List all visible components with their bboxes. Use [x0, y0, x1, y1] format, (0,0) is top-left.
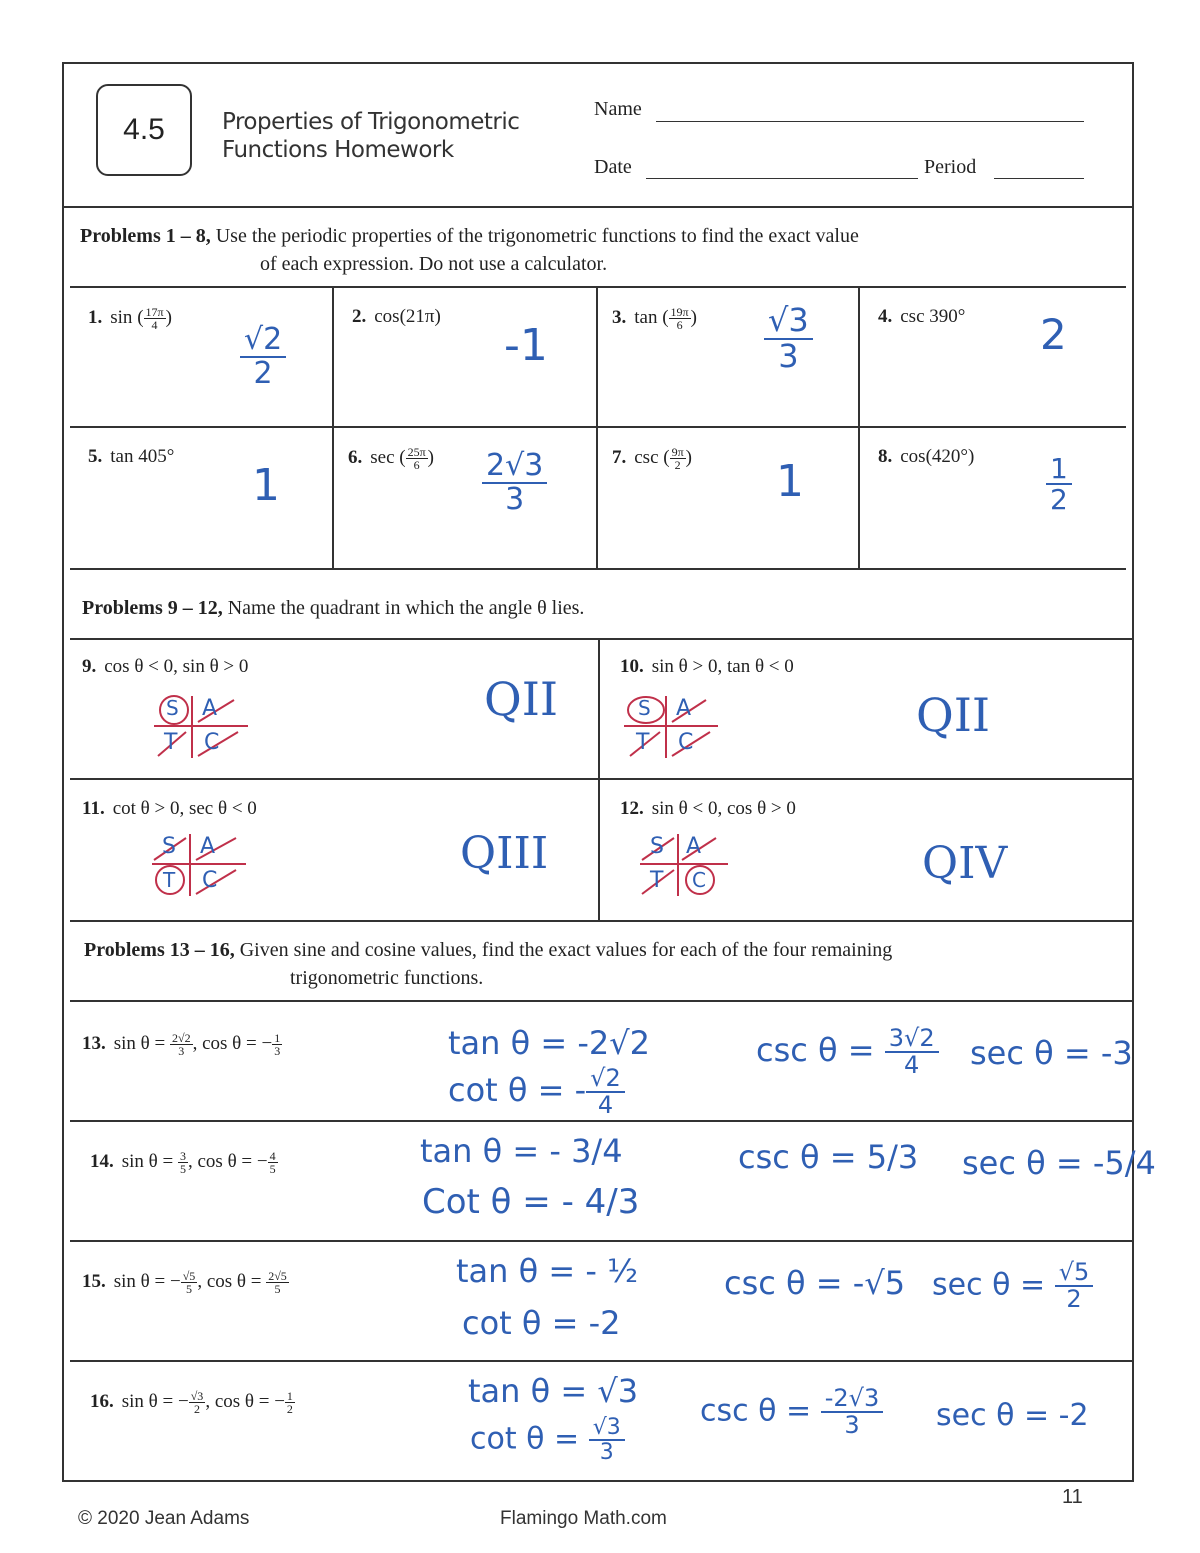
title-line-2: Functions Homework [222, 137, 454, 163]
date-label: Date [594, 156, 632, 178]
divider [858, 286, 860, 570]
answer-13-tan: tan θ = -2√2 [448, 1024, 650, 1062]
divider [70, 1360, 1132, 1362]
problem-11: 11. cot θ > 0, sec θ < 0 [82, 798, 257, 819]
answer-14-sec: sec θ = -5/4 [962, 1144, 1156, 1182]
sat-a: A [200, 834, 216, 859]
answer-14-csc: csc θ = 5/3 [738, 1138, 919, 1176]
divider [70, 1240, 1132, 1242]
part3-instructions: Problems 13 – 16, Given sine and cosine values, find the exact values for each of the four remaining trigonometric functions. [84, 939, 893, 989]
problem-14: 14. sin θ = $\frac{3}{5}$ , cos θ = − $\frac{4}{5}$ [90, 1149, 276, 1176]
name-field[interactable] [656, 120, 1084, 122]
answer-8: $\frac{1}{2}$ [1046, 454, 1072, 515]
answer-3: $\frac{√3}{3}$ [764, 304, 813, 373]
sat-diagram-10 [622, 692, 722, 762]
sat-c: C [678, 730, 694, 755]
answer-14-cot: Cot θ = - 4/3 [422, 1182, 640, 1222]
sat-s: S [638, 696, 651, 720]
problem-8: 8. cos(420°) [878, 446, 975, 467]
divider [70, 568, 1126, 570]
answer-15-tan: tan θ = - ½ [456, 1252, 639, 1290]
period-field[interactable] [994, 177, 1084, 179]
sat-c: C [692, 868, 706, 892]
problem-2: 2. cos(21π) [352, 306, 441, 327]
sat-diagram-9 [152, 692, 252, 762]
divider [70, 920, 1132, 922]
divider [70, 1120, 1132, 1122]
sat-t: T [636, 730, 650, 755]
sat-c: C [202, 868, 218, 893]
date-field[interactable] [646, 177, 918, 179]
sat-a: A [202, 696, 218, 721]
sat-s: S [166, 696, 179, 720]
answer-1: $\frac{√2}{2}$ [240, 324, 286, 389]
part1-instructions: Problems 1 – 8, Use the periodic properties of the trigonometric functions to find the exact value of each expression. Do not use a calculator. [80, 225, 859, 275]
answer-16-cot: cot θ = $\frac{√3}{3}$ [470, 1416, 625, 1464]
divider [332, 286, 334, 570]
answer-16-tan: tan θ = √3 [468, 1372, 639, 1410]
period-label: Period [924, 156, 977, 178]
divider [70, 426, 1126, 428]
problem-1: 1. sin ( $\frac{17\pi}{4}$ ) [88, 305, 172, 332]
problem-9: 9. cos θ < 0, sin θ > 0 [82, 656, 249, 677]
problem-3: 3. tan ( $\frac{19\pi}{6}$ ) [612, 305, 697, 332]
problem-16: 16. sin θ = − $\frac{√3}{2}$ , cos θ = − $\frac{1}{2}$ [90, 1389, 293, 1416]
answer-9: QII [484, 672, 559, 726]
answer-16-sec: sec θ = -2 [936, 1398, 1089, 1433]
answer-11: QIII [460, 828, 549, 879]
problem-10: 10. sin θ > 0, tan θ < 0 [620, 656, 794, 677]
divider [596, 286, 598, 570]
sat-diagram-11 [150, 830, 250, 900]
sat-diagram-12 [638, 830, 738, 900]
divider [598, 638, 600, 922]
section-badge [96, 84, 192, 176]
divider [70, 778, 1132, 780]
section-number: 4.5 [123, 113, 165, 146]
copyright: © 2020 Jean Adams [78, 1508, 250, 1529]
part2-instructions: Problems 9 – 12, Name the quadrant in which the angle θ lies. [82, 597, 585, 619]
answer-10: QII [916, 688, 991, 742]
answer-5: 1 [252, 460, 280, 511]
answer-15-cot: cot θ = -2 [462, 1304, 621, 1342]
sat-t: T [164, 730, 178, 755]
worksheet [62, 62, 1156, 1482]
answer-12: QIV [922, 838, 1008, 889]
answer-2: -1 [504, 320, 548, 371]
sat-c: C [204, 730, 220, 755]
sat-t: T [163, 868, 176, 892]
problem-13: 13. sin θ = $\frac{2√2}{3}$ , cos θ = − $\frac{1}{3}$ [82, 1031, 281, 1058]
page-number: 11 [1062, 1486, 1083, 1508]
problem-7: 7. csc ( $\frac{9\pi}{2}$ ) [612, 445, 692, 472]
answer-13-cot: cot θ = - $\frac{√2}{4}$ [448, 1066, 625, 1118]
divider [64, 206, 1132, 208]
problem-15: 15. sin θ = − $\frac{√5}{5}$ , cos θ = $\frac{2√5}{5}$ [82, 1269, 287, 1296]
answer-16-csc: csc θ = $\frac{-2√3}{3}$ [700, 1386, 883, 1438]
answer-6: $\frac{2√3}{3}$ [482, 450, 547, 515]
sat-a: A [676, 696, 692, 721]
answer-14-tan: tan θ = - 3/4 [420, 1132, 623, 1170]
sat-t: T [650, 868, 664, 893]
sat-a: A [686, 834, 702, 859]
problem-5: 5. tan 405° [88, 446, 175, 467]
problem-4: 4. csc 390° [878, 306, 966, 327]
divider [70, 638, 1132, 640]
problem-6: 6. sec ( $\frac{25\pi}{6}$ ) [348, 445, 434, 472]
name-label: Name [594, 98, 642, 120]
divider [70, 286, 1126, 288]
answer-15-csc: csc θ = -√5 [724, 1264, 906, 1302]
answer-7: 1 [776, 456, 804, 507]
answer-15-sec: sec θ = $\frac{√5}{2}$ [932, 1260, 1093, 1312]
sat-s: S [162, 834, 176, 859]
title-line-1: Properties of Trigonometric [222, 109, 520, 135]
site-name: Flamingo Math.com [500, 1508, 667, 1529]
answer-4: 2 [1040, 310, 1067, 359]
answer-13-sec: sec θ = -3 [970, 1034, 1133, 1072]
divider [70, 1000, 1132, 1002]
worksheet-title [222, 108, 519, 164]
answer-13-csc: csc θ = $\frac{3√2}{4}$ [756, 1026, 939, 1078]
sat-s: S [650, 834, 664, 859]
problem-12: 12. sin θ < 0, cos θ > 0 [620, 798, 796, 819]
